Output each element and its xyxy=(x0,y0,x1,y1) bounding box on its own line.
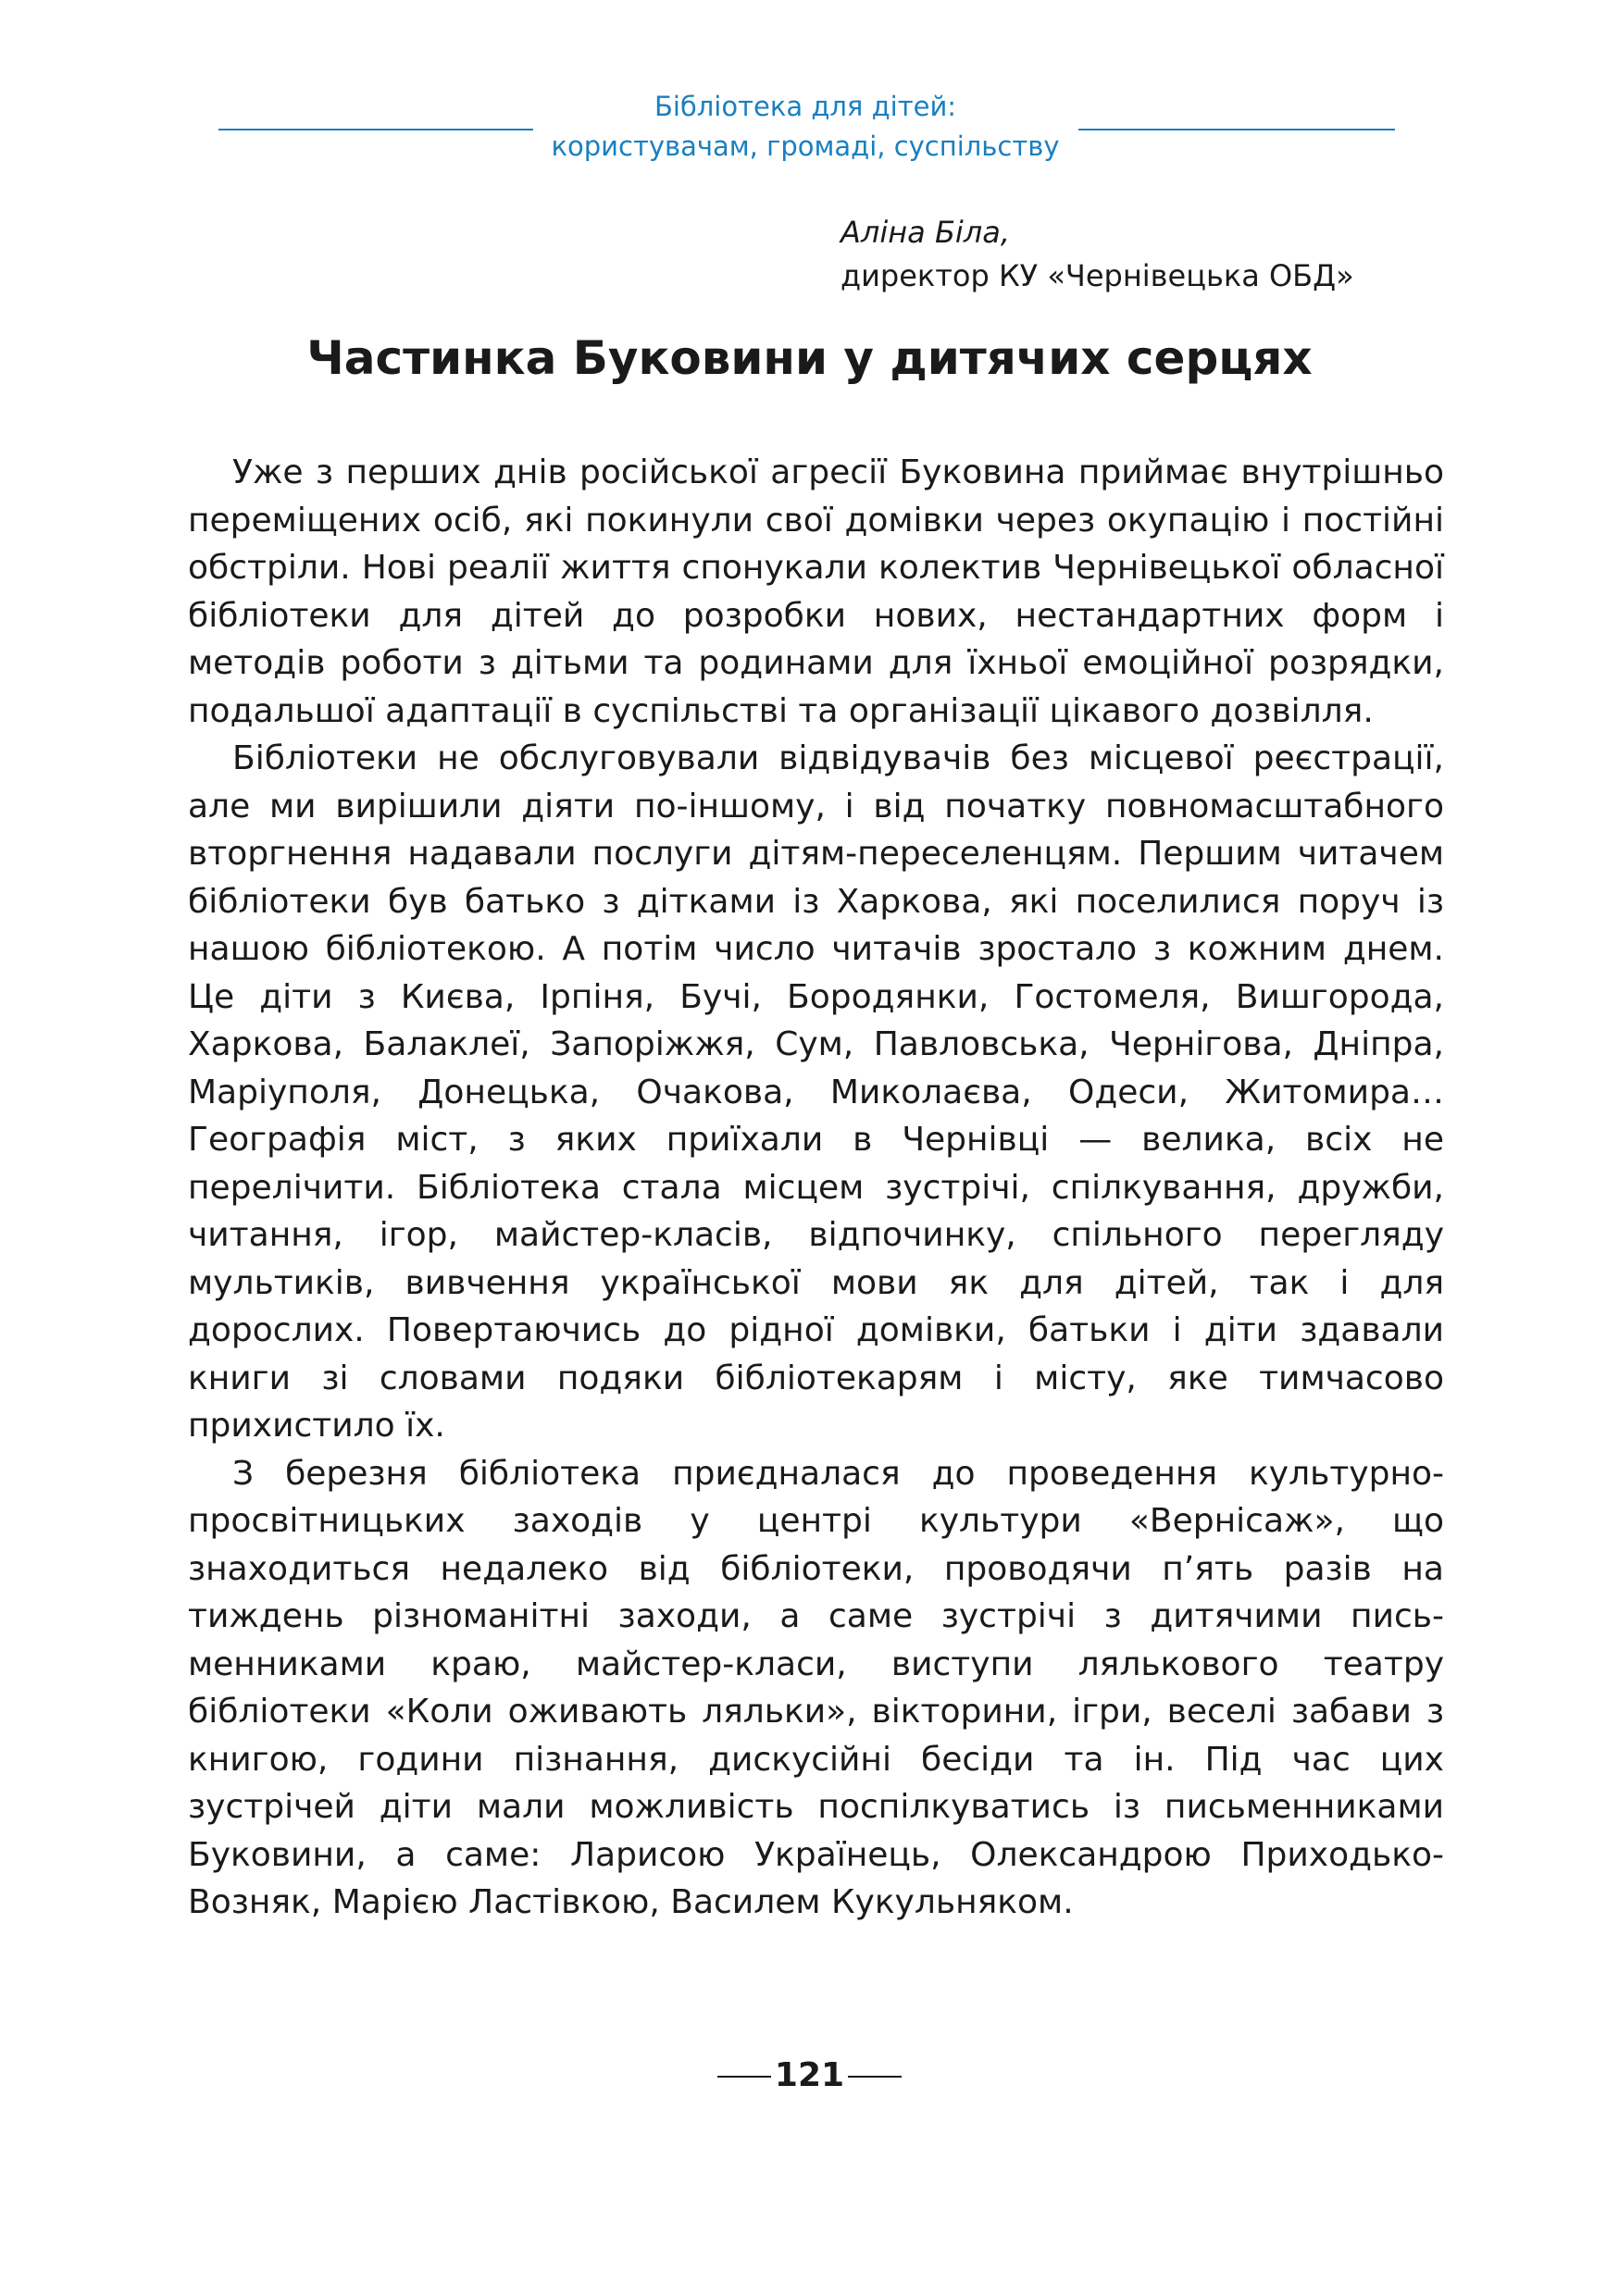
folio-rule-left xyxy=(717,2076,771,2078)
author-name: Аліна Біла, xyxy=(841,215,1011,250)
article-title: Частинка Буковини у дитячих серцях xyxy=(306,331,1313,385)
running-head-line-1: Бібліотека для дітей: xyxy=(654,91,957,122)
article-body xyxy=(188,449,1444,1927)
byline xyxy=(841,211,1354,298)
running-head-text xyxy=(537,87,1074,167)
folio-rule-right xyxy=(848,2076,902,2078)
page-number: 121 xyxy=(774,2056,845,2094)
paragraph: Бібліотеки не обслуговували відвідувачів без місцевої реєстрації, але ми вирішили діяти по-іншому, і від початку повномасштабного вторгнення надавали послуги дітям-переселенцям. Першим читачем бібліотеки був батько з дітками із Харкова, які поселилися поруч із нашою бібліотекою. А потім число читачів зростало з кожним днем. Це діти з Києва, Ірпіня, Бучі, Бородянки, Гостомеля, Вишгорода, Харкова, Балаклеї, Запоріжжя, Сум, Павловська, Чернігова, Дніпра, Маріуполя, Донецька, Очакова, Миколаєва, Одеси, Житомира… Географія міст, з яких приїхали в Чернівці — велика, всіх не перелічити. Бібліотека стала місцем зустрічі, спілкування, дружби, читання, ігор, майстер-класів, відпочинку, спільного перегляду мультиків, вивчення української мови як для дітей, так і для дорослих. Повертаючись до рідної домівки, батьки і діти здавали книги зі словами подяки бібліотекарям і місту, яке тимчасово прихистило їх. xyxy=(188,739,1444,1445)
author-role: директор КУ «Чернівецька ОБД» xyxy=(841,258,1354,293)
running-head xyxy=(0,83,1619,176)
paragraph: З березня бібліотека приєдналася до проведення культурно-просвітницьких заходів у центрі культури «Вернісаж», що знаходиться недалеко від бібліотеки, проводячи п’ять разів на тиждень різноманітні заходи, а саме зустрічі з дитячими письменниками краю, майстер-класи, виступи лялькового театру бібліотеки «Коли оживають ляльки», вікторини, ігри, веселі забави з книгою, години пізнання, дискусійні бесіди та ін. Під час цих зустрічей діти мали можливість поспілкуватись із письменниками Буковини, а саме: Ларисою Українець, Олександрою Приходько-Возняк, Марією Ластівкою, Василем Кукульняком. xyxy=(188,1454,1444,1921)
running-head-line-2: користувачам, громаді, суспільству xyxy=(551,130,1060,162)
running-head-rule-right xyxy=(1078,129,1395,130)
paragraph: Уже з перших днів російської агресії Буковина приймає внутрішньо переміщених осіб, які покинули свої домівки через окупацію і постійні обстріли. Нові реалії життя спонукали колектив Чернівецької обласної бібліотеки для дітей до розробки нових, нестандартних форм і методів роботи з дітьми та родинами для їхньої емоційної розрядки, подальшої адаптації в суспільстві та організації цікавого дозвілля. xyxy=(188,453,1444,730)
page-footer xyxy=(0,2053,1619,2099)
running-head-rule-left xyxy=(218,129,533,130)
